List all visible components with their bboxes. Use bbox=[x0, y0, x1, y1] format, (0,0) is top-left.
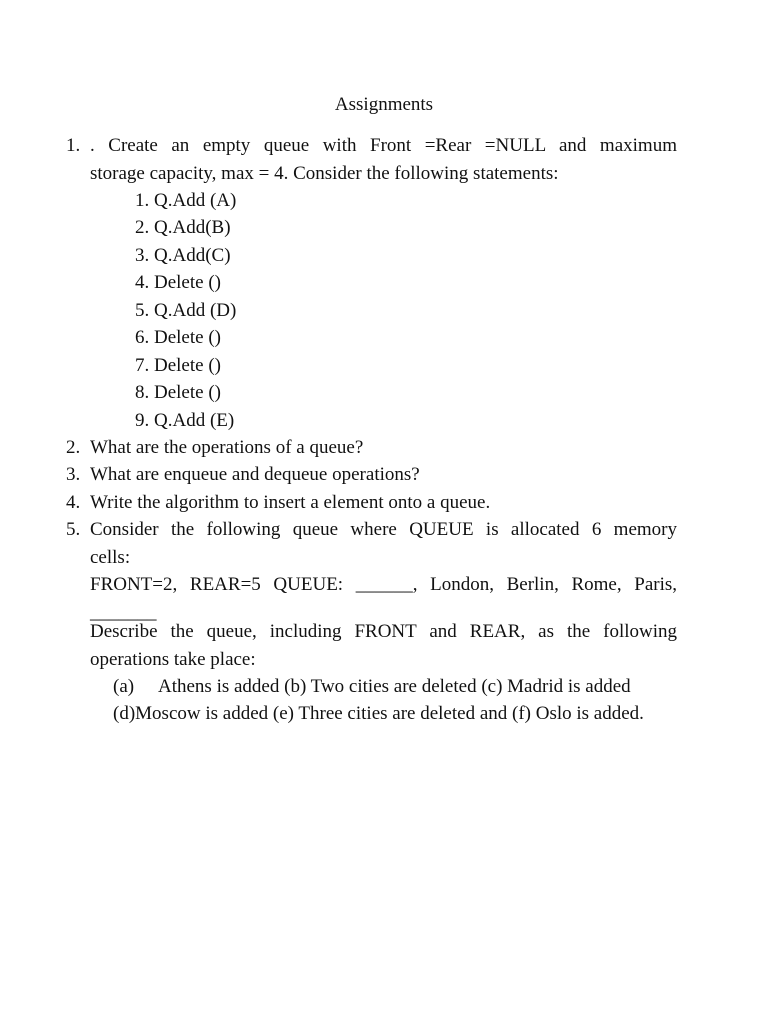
question-5-line-6: operations take place: bbox=[90, 648, 256, 670]
question-1-line-2: storage capacity, max = 4. Consider the following statements: bbox=[90, 162, 559, 184]
question-1-line-1: . Create an empty queue with Front =Rear =NULL and maximum bbox=[90, 135, 677, 156]
question-5-line-2: cells: bbox=[90, 546, 131, 568]
option-a-label: (a) bbox=[113, 676, 135, 697]
question-2-text: What are the operations of a queue? bbox=[90, 437, 364, 458]
question-4-number: 4. bbox=[66, 492, 81, 513]
question-5-number: 5. bbox=[66, 519, 81, 540]
statement-item: 8. Delete () bbox=[135, 382, 221, 403]
question-4-text: Write the algorithm to insert a element onto a queue. bbox=[90, 492, 491, 513]
question-5-line-3: FRONT=2, REAR=5 QUEUE: ______, London, Berlin, Rome, Paris, bbox=[90, 574, 677, 595]
question-5-text bbox=[90, 516, 677, 626]
question-1-number: 1. bbox=[66, 135, 81, 156]
statement-item: 3. Q.Add(C) bbox=[135, 245, 231, 266]
question-3-text: What are enqueue and dequeue operations? bbox=[90, 464, 420, 485]
statement-item: 2. Q.Add(B) bbox=[135, 217, 231, 238]
question-3-number: 3. bbox=[66, 464, 81, 485]
question-5-line-1: Consider the following queue where QUEUE is allocated 6 memory bbox=[90, 519, 677, 540]
question-5-line-4: _______ bbox=[90, 601, 157, 623]
option-d-text: (d)Moscow is added (e) Three cities are deleted and (f) Oslo is added. bbox=[113, 703, 644, 724]
statement-item: 1. Q.Add (A) bbox=[135, 190, 237, 211]
statement-item: 6. Delete () bbox=[135, 327, 221, 348]
question-5-description bbox=[90, 618, 677, 673]
question-2-number: 2. bbox=[66, 437, 81, 458]
page-title: Assignments bbox=[334, 94, 434, 115]
statement-item: 5. Q.Add (D) bbox=[135, 300, 237, 321]
statement-item: 9. Q.Add (E) bbox=[135, 410, 235, 431]
statement-item: 4. Delete () bbox=[135, 272, 221, 293]
option-a-text: Athens is added (b) Two cities are deleted (c) Madrid is added bbox=[158, 676, 631, 697]
question-1-text bbox=[90, 132, 677, 187]
question-5-line-5: Describe the queue, including FRONT and REAR, as the following bbox=[90, 621, 677, 642]
statement-item: 7. Delete () bbox=[135, 355, 221, 376]
